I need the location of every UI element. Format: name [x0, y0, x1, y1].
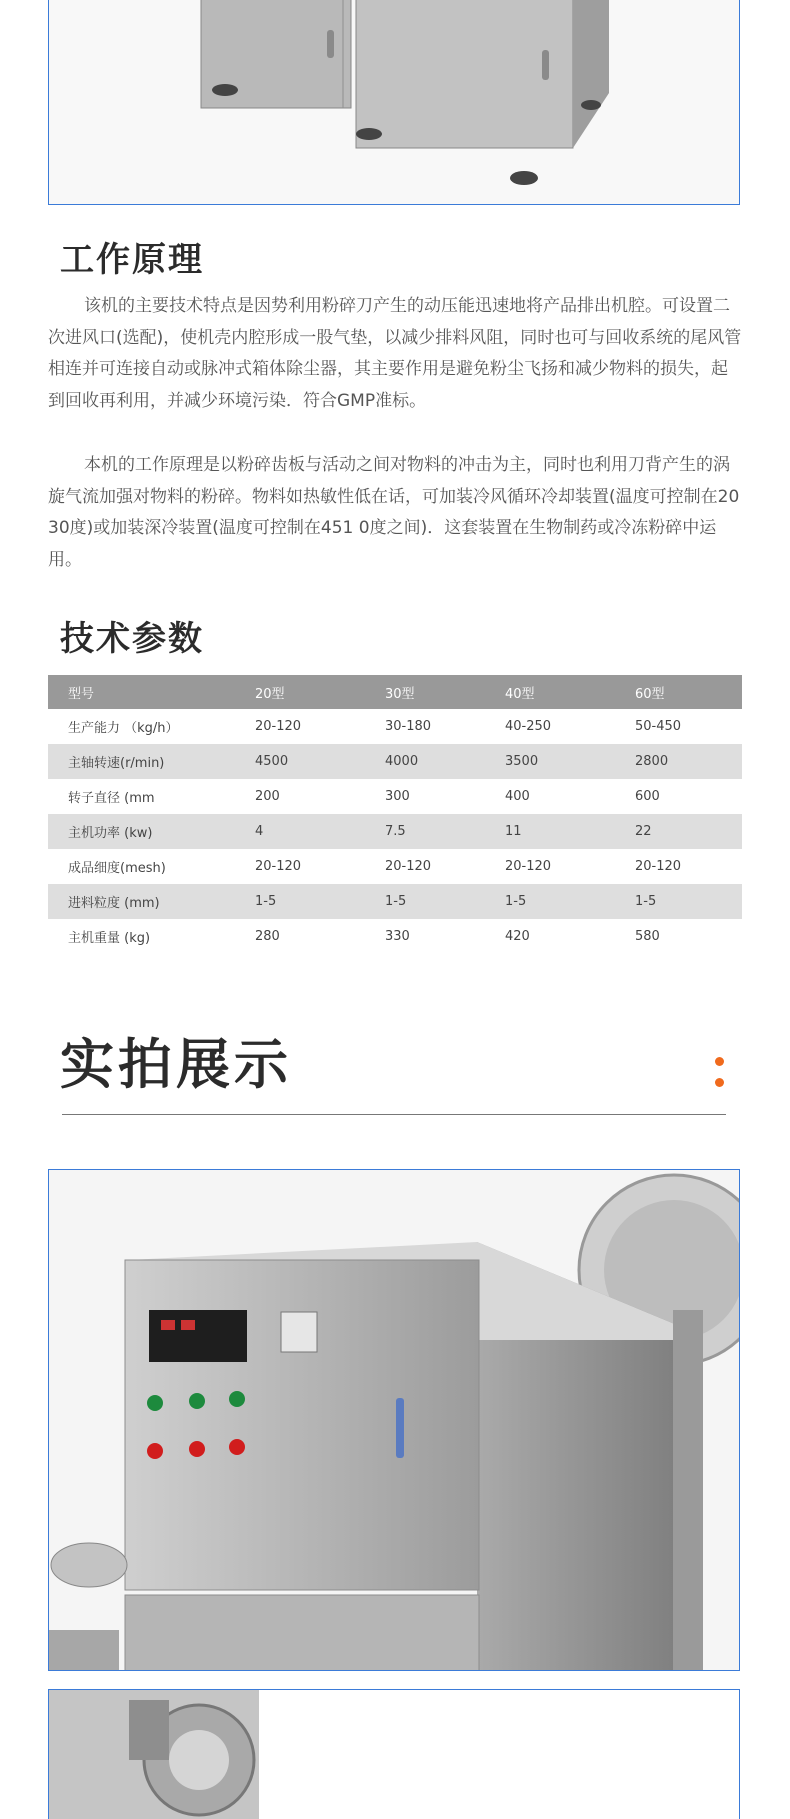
section-heading-showcase: 实拍展示	[60, 1033, 292, 1096]
spec-value-cell: 580	[635, 929, 660, 944]
table-row	[48, 779, 742, 814]
table-row	[48, 919, 742, 954]
table-row	[48, 814, 742, 849]
spec-header-cell: 20型	[235, 675, 365, 709]
section-heading-specs: 技术参数	[60, 619, 204, 659]
spec-header-cell: 30型	[365, 675, 485, 709]
spec-value-cell: 200	[255, 789, 280, 804]
spec-header-cell: 60型	[615, 675, 742, 709]
spec-value-cell: 7.5	[365, 814, 485, 849]
spec-value-cell: 40-250	[505, 719, 552, 734]
spec-value-cell: 4500	[235, 744, 365, 779]
spec-value-cell: 20-120	[255, 719, 302, 734]
spec-value-cell: 20-120	[385, 859, 432, 874]
decorative-dots	[715, 1057, 724, 1099]
spec-table	[48, 675, 742, 954]
spec-label-cell: 主机功率 (kw)	[48, 814, 235, 849]
spec-header-cell: 型号	[48, 675, 235, 709]
spec-value-cell: 300	[385, 789, 410, 804]
machine-cabinet-image	[49, 0, 740, 205]
spec-value-cell: 22	[615, 814, 742, 849]
spec-value-cell: 11	[485, 814, 615, 849]
section-heading-principle: 工作原理	[60, 240, 204, 280]
showcase-photo-1	[48, 1169, 740, 1671]
spec-label-cell: 主轴转速(r/min)	[48, 744, 235, 779]
spec-value-cell: 30-180	[385, 719, 432, 734]
machine-front-image	[49, 1170, 740, 1671]
table-row	[48, 709, 742, 744]
showcase-photo-2	[48, 1689, 740, 1819]
table-row	[48, 744, 742, 779]
spec-value-cell: 4000	[365, 744, 485, 779]
spec-value-cell: 1-5	[485, 884, 615, 919]
spec-value-cell: 330	[385, 929, 410, 944]
spec-value-cell: 20-120	[255, 859, 302, 874]
spec-value-cell: 20-120	[635, 859, 682, 874]
spec-label-cell: 转子直径 (mm	[68, 791, 155, 806]
spec-value-cell: 1-5	[365, 884, 485, 919]
divider	[62, 1114, 726, 1115]
spec-label-cell: 生产能力 （kg/h）	[68, 721, 179, 736]
spec-header-cell: 40型	[485, 675, 615, 709]
spec-value-cell: 420	[505, 929, 530, 944]
principle-paragraph-1: 该机的主要技术特点是因势利用粉碎刀产生的动压能迅速地将产品排出机腔。可设置二次进风口(选配)，使机壳内腔形成一股气垫，以减少排料风阻，同时也可与回收系统的尾风管相连并可连接自动或脉冲式箱体除尘器，其主要作用是避免粉尘飞扬和减少物料的损失，起到回收再利用，并减少环境污染．符合GMP准标。	[48, 296, 742, 411]
spec-label-cell: 进料粒度 (mm)	[48, 884, 235, 919]
spec-header-row	[48, 675, 742, 709]
table-row	[48, 849, 742, 884]
spec-value-cell: 400	[505, 789, 530, 804]
product-photo-top	[48, 0, 740, 205]
spec-label-cell: 主机重量 (kg)	[68, 931, 151, 946]
spec-value-cell: 50-450	[635, 719, 682, 734]
spec-value-cell: 20-120	[505, 859, 552, 874]
spec-label-cell: 成品细度(mesh)	[68, 861, 166, 876]
spec-value-cell: 600	[635, 789, 660, 804]
principle-paragraph-2: 本机的工作原理是以粉碎齿板与活动之间对物料的冲击为主，同时也利用刀背产生的涡旋气流加强对物料的粉碎。物料如热敏性低在话，可加装冷风循环冷却装置(温度可控制在20 30度)或加装深冷装置(温度可控制在451 0度之间)．这套装置在生物制药或冷冻粉碎中运用。	[48, 455, 740, 570]
spec-value-cell: 1-5	[615, 884, 742, 919]
spec-value-cell: 4	[235, 814, 365, 849]
spec-value-cell: 1-5	[235, 884, 365, 919]
spec-value-cell: 2800	[615, 744, 742, 779]
machine-detail-image	[49, 1690, 740, 1819]
spec-value-cell: 280	[255, 929, 280, 944]
dot-icon	[715, 1057, 724, 1066]
table-row	[48, 884, 742, 919]
spec-value-cell: 3500	[485, 744, 615, 779]
dot-icon	[715, 1078, 724, 1087]
